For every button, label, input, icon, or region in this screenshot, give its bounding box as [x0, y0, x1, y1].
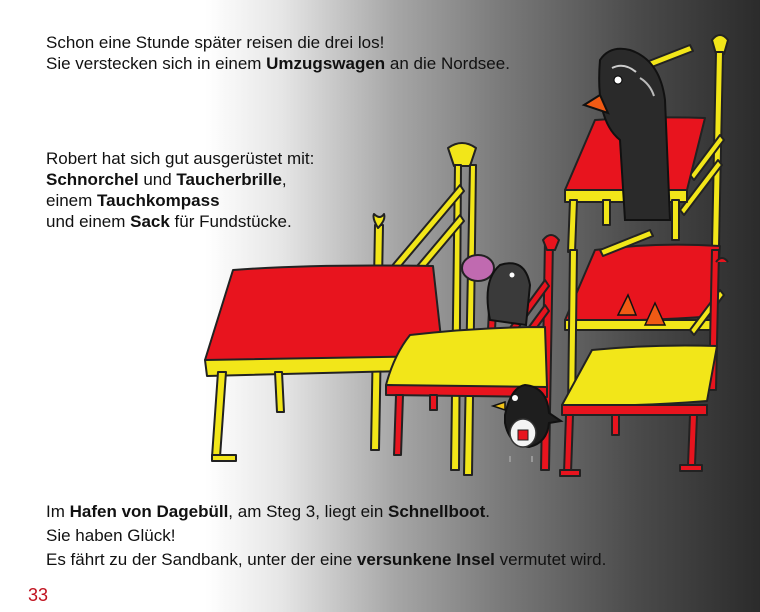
text-span: .: [485, 502, 491, 521]
text-span: und: [138, 170, 177, 189]
bold-term: Hafen von Dagebüll: [69, 502, 229, 521]
text-span: an die Nordsee.: [385, 54, 510, 73]
text-span: Sie haben Glück!: [46, 526, 176, 545]
text-span: Robert hat sich gut ausgerüstet mit:: [46, 149, 315, 168]
text-span: Schon eine Stunde später reisen die drei los!: [46, 33, 385, 52]
text-span: Es fährt zu der Sandbank, unter der eine: [46, 550, 357, 569]
text-line: [46, 500, 606, 524]
bold-term: Schnorchel: [46, 170, 139, 189]
text-span: für Fundstücke.: [169, 212, 292, 231]
text-line: [46, 548, 606, 572]
text-line: [46, 524, 606, 548]
left-chair: [205, 143, 476, 475]
text-span: einem: [46, 191, 98, 210]
bold-term: Taucherbrille: [176, 170, 282, 189]
text-block-harbor: [46, 500, 606, 572]
bold-term: Umzugswagen: [266, 54, 386, 73]
page-number: 33: [28, 585, 49, 605]
text-span: ,: [281, 170, 287, 189]
text-span: Sie verstecken sich in einem: [46, 54, 267, 73]
text-span: Im: [46, 502, 70, 521]
text-span: vermutet wird.: [494, 550, 607, 569]
bold-term: Sack: [130, 212, 170, 231]
text-span: , am Steg 3, liegt ein: [228, 502, 388, 521]
bold-term: Tauchkompass: [97, 191, 220, 210]
bold-term: versunkene Insel: [356, 550, 495, 569]
text-span: und einem: [46, 212, 131, 231]
bold-term: Schnellboot: [388, 502, 486, 521]
